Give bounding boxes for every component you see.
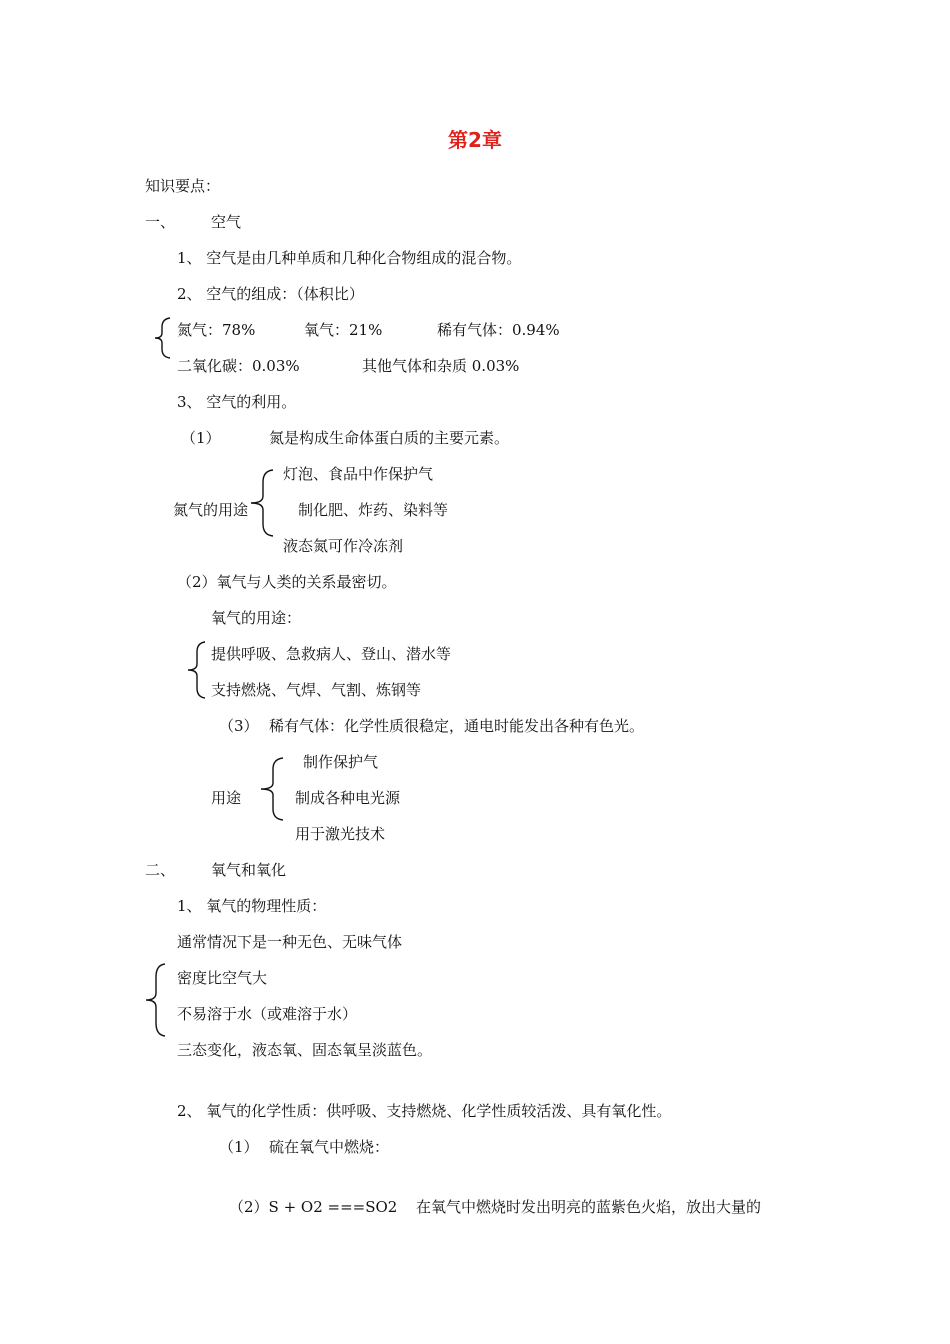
physical-prop-1: 通常情况下是一种无色、无味气体 [177, 933, 403, 951]
section-2-title: 氧气和氧化 [211, 861, 287, 879]
page-title: 第2章 [448, 128, 502, 152]
comp-co2: 二氧化碳：0.03% [177, 357, 300, 375]
nitrogen-use-brace-icon [247, 468, 275, 538]
physical-prop-4: 三态变化，液态氧、固态氧呈淡蓝色。 [177, 1041, 433, 1059]
physical-prop-3: 不易溶于水（或难溶于水） [177, 1005, 358, 1023]
rare-gas-use-3: 用于激光技术 [295, 825, 386, 843]
comp-oxygen: 氧气：21% [304, 321, 383, 339]
oxygen-use-brace-icon [185, 640, 207, 700]
point-1-number: （1） [181, 429, 221, 447]
chem-1-number: （1） [219, 1138, 259, 1156]
air-item-3: 3、 空气的利用。 [177, 393, 297, 411]
oxygen-use-label: 氧气的用途： [211, 609, 302, 627]
section-1-title: 空气 [211, 213, 242, 231]
rare-gas-use-label: 用途 [211, 789, 242, 807]
comp-rare-gas: 稀有气体：0.94% [437, 321, 560, 339]
point-3-text: 稀有气体：化学性质很稳定，通电时能发出各种有色光。 [269, 717, 645, 735]
rare-gas-use-2: 制成各种电光源 [295, 789, 401, 807]
nitrogen-use-label: 氮气的用途 [173, 501, 249, 519]
oxygen-use-2: 支持燃烧、气焊、气割、炼钢等 [211, 681, 422, 699]
point-3-number: （3） [219, 717, 259, 735]
section-2-number: 二、 [145, 861, 176, 879]
comp-other: 其他气体和杂质 0.03% [362, 357, 520, 375]
composition-brace-icon [152, 316, 172, 360]
section-1-number: 一、 [145, 213, 176, 231]
knowledge-heading: 知识要点： [145, 177, 221, 195]
oxygen-chemical-heading: 2、 氧气的化学性质：供呼吸、支持燃烧、化学性质较活泼、具有氧化性。 [177, 1102, 672, 1120]
comp-nitrogen: 氮气：78% [177, 321, 256, 339]
nitrogen-use-3: 液态氮可作冷冻剂 [283, 537, 404, 555]
point-1-text: 氮是构成生命体蛋白质的主要元素。 [269, 429, 510, 447]
oxygen-use-1: 提供呼吸、急救病人、登山、潜水等 [211, 645, 452, 663]
point-2-text: （2）氧气与人类的关系最密切。 [177, 573, 397, 591]
nitrogen-use-1: 灯泡、食品中作保护气 [283, 465, 434, 483]
physical-prop-2: 密度比空气大 [177, 969, 268, 987]
chem-2-equation: （2）S + O2 ===SO2 [229, 1198, 398, 1216]
air-item-2: 2、 空气的组成：（体积比） [177, 285, 364, 303]
physical-prop-brace-icon [143, 962, 167, 1038]
rare-gas-use-1: 制作保护气 [303, 753, 379, 771]
chem-1-text: 硫在氧气中燃烧： [269, 1138, 390, 1156]
nitrogen-use-2: 制化肥、炸药、染料等 [298, 501, 449, 519]
oxygen-physical-heading: 1、 氧气的物理性质： [177, 897, 327, 915]
chem-2-text: 在氧气中燃烧时发出明亮的蓝紫色火焰，放出大量的 [416, 1198, 762, 1216]
rare-gas-use-brace-icon [257, 756, 285, 822]
air-item-1: 1、 空气是由几种单质和几种化合物组成的混合物。 [177, 249, 522, 267]
